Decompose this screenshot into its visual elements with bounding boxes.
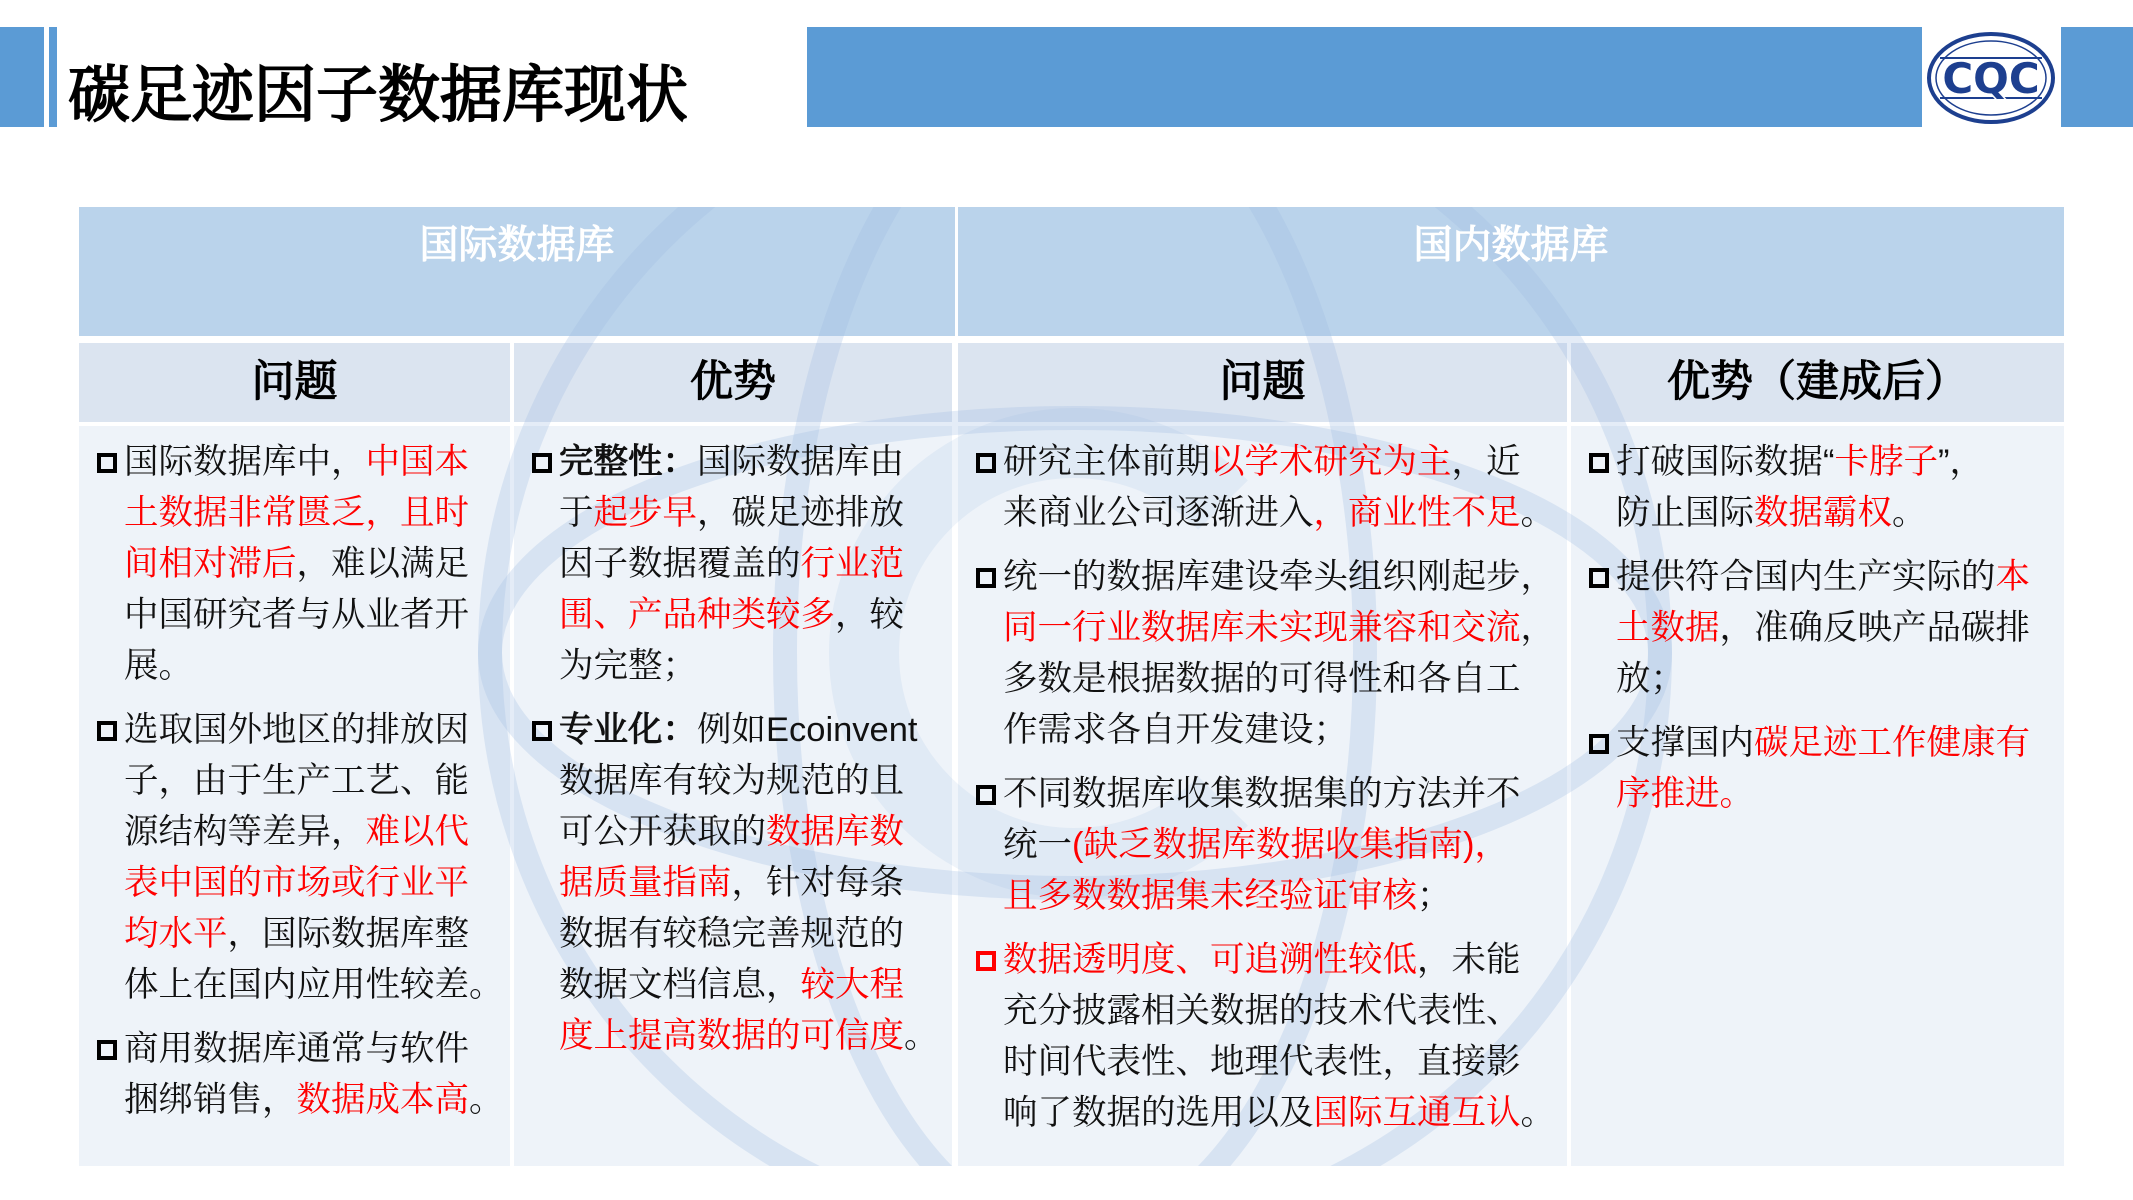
body-text: 数据库有较为规范的且 (559, 762, 904, 800)
text-line (124, 756, 510, 807)
text-line (1616, 552, 2064, 603)
table-cell-intl-advantages (514, 426, 952, 1166)
body-text: 作需求各自开发建设； (1003, 711, 1348, 749)
square-bullet-icon (97, 1040, 117, 1060)
body-text: 。 (904, 1017, 939, 1055)
highlighted-text: 土数据非常匮乏，且时 (124, 494, 469, 532)
body-text: ， (1520, 609, 1555, 647)
list-item (1003, 437, 1567, 539)
list-item (1003, 935, 1567, 1139)
text-line (1003, 552, 1567, 603)
square-bullet-icon (1589, 453, 1609, 473)
body-text: 防止国际 (1616, 494, 1754, 532)
list-item (124, 1024, 510, 1126)
highlighted-text: 国际互通互认 (1313, 1094, 1521, 1132)
text-line (124, 539, 510, 590)
highlighted-text: 均水平 (124, 915, 228, 953)
body-text: 中国研究者与从业者开 (124, 596, 469, 634)
group-header-label: 国际数据库 (419, 224, 615, 267)
body-text: 体上在国内应用性较差。 (124, 966, 504, 1004)
body-text: 为完整； (559, 647, 697, 685)
text-line (559, 590, 952, 641)
list-item (559, 437, 952, 692)
text-line (559, 1011, 952, 1062)
bullet-list (1571, 426, 2064, 820)
highlighted-text: 难以代 (365, 813, 469, 851)
text-line (1616, 488, 2064, 539)
cqc-logo (1924, 30, 2058, 126)
list-item (1616, 437, 2064, 539)
text-line (124, 858, 510, 909)
text-line (1003, 488, 1567, 539)
body-text: 充分披露相关数据的技术代表性、 (1003, 992, 1521, 1030)
body-text: 。 (1520, 1094, 1555, 1132)
group-header-domestic (958, 207, 2064, 336)
highlighted-text: ，商业性不足 (1313, 494, 1521, 532)
list-item (559, 705, 952, 1062)
square-bullet-icon (976, 785, 996, 805)
body-text: 不同数据库收集数据集的方法并不 (1003, 775, 1521, 813)
square-bullet-icon (976, 453, 996, 473)
body-text: ，准确反映产品碳排 (1719, 609, 2030, 647)
highlighted-text: 数据库数 (766, 813, 904, 851)
body-text: 。 (1892, 494, 1927, 532)
body-text: 子，由于生产工艺、能 (124, 762, 469, 800)
column-header-domestic-problems (958, 343, 1567, 422)
text-line (124, 807, 510, 858)
highlighted-text: (缺乏数据库数据收集指南)， (1072, 826, 1509, 864)
body-text: 放； (1616, 660, 1685, 698)
body-text: 多数是根据数据的可得性和各自工 (1003, 660, 1521, 698)
list-item (1003, 769, 1567, 922)
body-text: ，较 (835, 596, 904, 634)
bold-label-text: 专业化： (559, 711, 697, 749)
text-line (1003, 705, 1567, 756)
body-text: ，难以满足 (296, 545, 469, 583)
square-bullet-icon (976, 951, 996, 971)
text-line (124, 1075, 510, 1126)
body-text: 。 (469, 1081, 504, 1119)
body-text: 打破国际数据“ (1616, 443, 1835, 481)
bullet-list (514, 426, 952, 1062)
list-item (1003, 552, 1567, 756)
highlighted-text: 同一行业数据库未实现兼容和交流 (1003, 609, 1521, 647)
text-line (124, 641, 510, 692)
list-item (1616, 552, 2064, 705)
highlighted-text: 序推进。 (1616, 775, 1754, 813)
column-header-intl-problems (79, 343, 510, 422)
body-text: ，针对每条 (731, 864, 904, 902)
highlighted-text: 数据透明度、可追溯性较低 (1003, 941, 1417, 979)
list-item (1616, 718, 2064, 820)
highlighted-text: 数据霸权 (1754, 494, 1892, 532)
text-line (1616, 437, 2064, 488)
highlighted-text: 表中国的市场或行业平 (124, 864, 469, 902)
highlighted-text: 围、产品种类较多 (559, 596, 835, 634)
text-line (559, 437, 952, 488)
body-text: ”， (1938, 443, 1984, 481)
header-bar-end (2061, 27, 2133, 127)
text-line (1003, 1037, 1567, 1088)
highlighted-text: 较大程 (800, 966, 904, 1004)
text-line (559, 641, 952, 692)
text-line (1616, 603, 2064, 654)
text-line (124, 590, 510, 641)
text-line (124, 1024, 510, 1075)
body-text: 选取国外地区的排放因 (124, 711, 469, 749)
highlighted-text: 度上提高数据的可信度 (559, 1017, 904, 1055)
body-text: ，未能 (1417, 941, 1521, 979)
body-text: 来商业公司逐渐进入 (1003, 494, 1314, 532)
text-line (559, 960, 952, 1011)
column-header-intl-advantages (514, 343, 952, 422)
text-line (1616, 654, 2064, 705)
body-text: 例如Ecoinvent (697, 711, 918, 749)
body-text: 因子数据覆盖的 (559, 545, 801, 583)
text-line (1003, 935, 1567, 986)
body-text: ，碳足迹排放 (697, 494, 904, 532)
bold-label-text: 完整性： (559, 443, 697, 481)
body-text: 时间代表性、地理代表性，直接影 (1003, 1043, 1521, 1081)
text-line (1003, 871, 1567, 922)
bullet-list (79, 426, 510, 1126)
square-bullet-icon (1589, 734, 1609, 754)
square-bullet-icon (532, 453, 552, 473)
highlighted-text: 以学术研究为主 (1210, 443, 1452, 481)
highlighted-text: 行业范 (800, 545, 904, 583)
column-header-label: 优势 (690, 358, 776, 406)
text-line (1616, 718, 2064, 769)
body-text: 商用数据库通常与软件 (124, 1030, 469, 1068)
body-text: 数据有较稳完善规范的 (559, 915, 904, 953)
column-header-label: 问题 (251, 358, 338, 406)
bullet-list (958, 426, 1567, 1139)
body-text: 源结构等差异， (124, 813, 366, 851)
body-text: 数据文档信息， (559, 966, 801, 1004)
highlighted-text: 本 (1995, 558, 2030, 596)
square-bullet-icon (97, 721, 117, 741)
text-line (1616, 769, 2064, 820)
highlighted-text: 卡脖子 (1834, 443, 1938, 481)
table-cell-intl-problems (79, 426, 510, 1166)
group-header-international (79, 207, 955, 336)
comparison-table (79, 207, 2064, 1166)
list-item (124, 705, 510, 1011)
text-line (124, 909, 510, 960)
body-text: ； (1417, 877, 1452, 915)
column-header-domestic-advantages (1571, 343, 2064, 422)
text-line (559, 807, 952, 858)
body-text: ，国际数据库整 (227, 915, 469, 953)
page-title: 碳足迹因子数据库现状 (68, 61, 689, 130)
body-text: 捆绑销售， (124, 1081, 297, 1119)
body-text: 。 (1520, 494, 1555, 532)
list-item (124, 437, 510, 692)
header-bar-left (0, 27, 44, 127)
body-text: 统一 (1003, 826, 1072, 864)
square-bullet-icon (976, 568, 996, 588)
square-bullet-icon (1589, 568, 1609, 588)
highlighted-text: 土数据 (1616, 609, 1720, 647)
text-line (1003, 603, 1567, 654)
text-line (559, 909, 952, 960)
text-line (1003, 769, 1567, 820)
highlighted-text: 数据成本高 (296, 1081, 469, 1119)
body-text: ，近 (1451, 443, 1521, 481)
text-line (559, 539, 952, 590)
logo-text: CQC (1942, 54, 2040, 103)
highlighted-text: 间相对滞后 (124, 545, 297, 583)
text-line (1003, 820, 1567, 871)
text-line (559, 756, 952, 807)
column-header-label: 问题 (1219, 358, 1306, 406)
square-bullet-icon (532, 721, 552, 741)
text-line (124, 488, 510, 539)
body-text: 于 (559, 494, 594, 532)
text-line (559, 705, 952, 756)
table-cell-domestic-advantages (1571, 426, 2064, 1166)
square-bullet-icon (97, 453, 117, 473)
highlighted-text: 中国本 (365, 443, 469, 481)
text-line (124, 960, 510, 1011)
text-line (559, 488, 952, 539)
highlighted-text: 碳足迹工作健康有 (1754, 724, 2030, 762)
highlighted-text: 据质量指南 (559, 864, 732, 902)
table-cell-domestic-problems (958, 426, 1567, 1166)
body-text: 国际数据库由 (697, 443, 904, 481)
header-bar-right (807, 27, 1922, 127)
text-line (124, 705, 510, 756)
body-text: 研究主体前期 (1003, 443, 1210, 481)
body-text: 国际数据库中， (124, 443, 366, 481)
body-text: 可公开获取的 (559, 813, 766, 851)
header-bar-divider (49, 27, 57, 127)
text-line (559, 858, 952, 909)
highlighted-text: 且多数数据集未经验证审核 (1003, 877, 1417, 915)
highlighted-text: 起步早 (593, 494, 697, 532)
body-text: 统一的数据库建设牵头组织刚起步， (1003, 558, 1555, 596)
text-line (124, 437, 510, 488)
column-header-label: 优势（建成后） (1667, 358, 1968, 406)
body-text: 展。 (124, 647, 193, 685)
group-header-label: 国内数据库 (1413, 224, 1609, 267)
body-text: 响了数据的选用以及 (1003, 1094, 1314, 1132)
text-line (1003, 986, 1567, 1037)
text-line (1003, 654, 1567, 705)
text-line (1003, 1088, 1567, 1139)
text-line (1003, 437, 1567, 488)
body-text: 支撑国内 (1616, 724, 1754, 762)
body-text: 提供符合国内生产实际的 (1616, 558, 1996, 596)
